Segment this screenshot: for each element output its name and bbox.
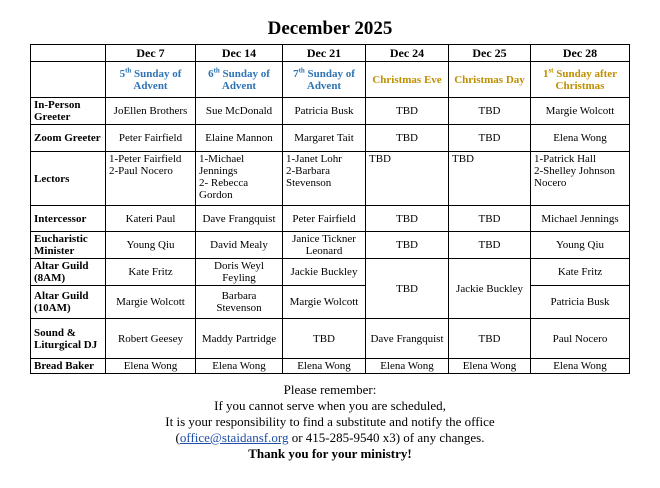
schedule-cell: Patricia Busk xyxy=(283,98,366,125)
role-label: Altar Guild (10AM) xyxy=(31,286,106,319)
date-header: Dec 25 xyxy=(449,45,531,62)
schedule-cell: Peter Fairfield xyxy=(106,125,196,152)
schedule-cell: 1-Patrick Hall 2-Shelley Johnson Nocero xyxy=(531,152,630,206)
role-label: Eucharistic Minister xyxy=(31,232,106,259)
role-label: Lectors xyxy=(31,152,106,206)
schedule-cell: JoEllen Brothers xyxy=(106,98,196,125)
row-zoom-greeter xyxy=(31,125,630,152)
date-header: Dec 7 xyxy=(106,45,196,62)
schedule-cell: Robert Geesey xyxy=(106,319,196,359)
schedule-cell: TBD xyxy=(366,125,449,152)
schedule-cell: David Mealy xyxy=(196,232,283,259)
schedule-cell: Dave Frangquist xyxy=(366,319,449,359)
schedule-cell: Sue McDonald xyxy=(196,98,283,125)
role-label: Zoom Greeter xyxy=(31,125,106,152)
reminder-footer xyxy=(0,382,660,462)
schedule-cell: Elena Wong xyxy=(196,359,283,374)
schedule-cell: Doris Weyl Feyling xyxy=(196,259,283,286)
schedule-cell: Dave Frangquist xyxy=(196,206,283,232)
schedule-cell: TBD xyxy=(366,152,449,206)
schedule-cell: Elaine Mannon xyxy=(196,125,283,152)
occasion-cell: Christmas Day xyxy=(449,62,531,98)
schedule-cell: TBD xyxy=(449,125,531,152)
row-in-person-greeter xyxy=(31,98,630,125)
schedule-cell: Michael Jennings xyxy=(531,206,630,232)
schedule-cell: 1-Janet Lohr 2-Barbara Stevenson xyxy=(283,152,366,206)
occasion-cell: 1st Sunday after Christmas xyxy=(531,62,630,98)
schedule-cell: Elena Wong xyxy=(283,359,366,374)
role-label: Sound & Liturgical DJ xyxy=(31,319,106,359)
schedule-cell: Margie Wolcott xyxy=(106,286,196,319)
schedule-cell: TBD xyxy=(283,319,366,359)
occasion-row xyxy=(31,62,630,98)
row-bread-baker xyxy=(31,359,630,374)
row-altar-guild-10am xyxy=(31,286,630,319)
office-email-link[interactable]: office@staidansf.org xyxy=(179,430,289,445)
date-header: Dec 28 xyxy=(531,45,630,62)
role-label: Bread Baker xyxy=(31,359,106,374)
header-row xyxy=(31,45,630,62)
schedule-cell-merged: TBD xyxy=(366,259,449,319)
ministry-schedule-table xyxy=(30,44,630,374)
date-header: Dec 21 xyxy=(283,45,366,62)
reminder-heading: Please remember: xyxy=(283,382,377,397)
corner-cell xyxy=(31,45,106,62)
reminder-contact: (office@staidansf.org or 415-285-9540 x3) of any changes. xyxy=(175,430,485,445)
reminder-line: If you cannot serve when you are scheduled, xyxy=(214,398,446,413)
schedule-cell: Young Qiu xyxy=(106,232,196,259)
schedule-cell: TBD xyxy=(449,98,531,125)
schedule-cell: Elena Wong xyxy=(531,125,630,152)
schedule-cell: TBD xyxy=(366,206,449,232)
schedule-cell: Kate Fritz xyxy=(531,259,630,286)
row-sound-dj xyxy=(31,319,630,359)
thanks-line: Thank you for your ministry! xyxy=(248,446,412,461)
schedule-cell: Maddy Partridge xyxy=(196,319,283,359)
schedule-cell: Jackie Buckley xyxy=(283,259,366,286)
occasion-cell: Christmas Eve xyxy=(366,62,449,98)
schedule-cell: Kateri Paul xyxy=(106,206,196,232)
schedule-cell: Elena Wong xyxy=(449,359,531,374)
date-header: Dec 14 xyxy=(196,45,283,62)
schedule-cell: Margaret Tait xyxy=(283,125,366,152)
schedule-cell: TBD xyxy=(366,232,449,259)
schedule-cell: Margie Wolcott xyxy=(531,98,630,125)
role-label: In-Person Greeter xyxy=(31,98,106,125)
schedule-cell: Elena Wong xyxy=(106,359,196,374)
schedule-cell: 1-Peter Fairfield 2-Paul Nocero xyxy=(106,152,196,206)
schedule-cell: Margie Wolcott xyxy=(283,286,366,319)
role-label: Altar Guild (8AM) xyxy=(31,259,106,286)
schedule-cell: Elena Wong xyxy=(531,359,630,374)
reminder-line: It is your responsibility to find a substitute and notify the office xyxy=(165,414,495,429)
schedule-cell: Janice Tickner Leonard xyxy=(283,232,366,259)
schedule-cell: Kate Fritz xyxy=(106,259,196,286)
schedule-cell: Young Qiu xyxy=(531,232,630,259)
schedule-cell: Elena Wong xyxy=(366,359,449,374)
row-altar-guild-8am xyxy=(31,259,630,286)
schedule-cell: TBD xyxy=(449,232,531,259)
row-lectors xyxy=(31,152,630,206)
schedule-cell-merged: Jackie Buckley xyxy=(449,259,531,319)
page-title: December 2025 xyxy=(267,18,393,39)
schedule-cell: TBD xyxy=(449,152,531,206)
date-header: Dec 24 xyxy=(366,45,449,62)
schedule-cell: TBD xyxy=(449,206,531,232)
schedule-cell: Peter Fairfield xyxy=(283,206,366,232)
schedule-cell: 1-Michael Jennings 2- Rebecca Gordon xyxy=(196,152,283,206)
occasion-cell: 5th Sunday of Advent xyxy=(106,62,196,98)
schedule-cell: TBD xyxy=(366,98,449,125)
schedule-cell: Barbara Stevenson xyxy=(196,286,283,319)
occasion-cell: 7th Sunday of Advent xyxy=(283,62,366,98)
row-eucharistic-minister xyxy=(31,232,630,259)
occasion-corner xyxy=(31,62,106,98)
role-label: Intercessor xyxy=(31,206,106,232)
schedule-cell: TBD xyxy=(449,319,531,359)
schedule-cell: Paul Nocero xyxy=(531,319,630,359)
schedule-cell: Patricia Busk xyxy=(531,286,630,319)
occasion-cell: 6th Sunday of Advent xyxy=(196,62,283,98)
row-intercessor xyxy=(31,206,630,232)
